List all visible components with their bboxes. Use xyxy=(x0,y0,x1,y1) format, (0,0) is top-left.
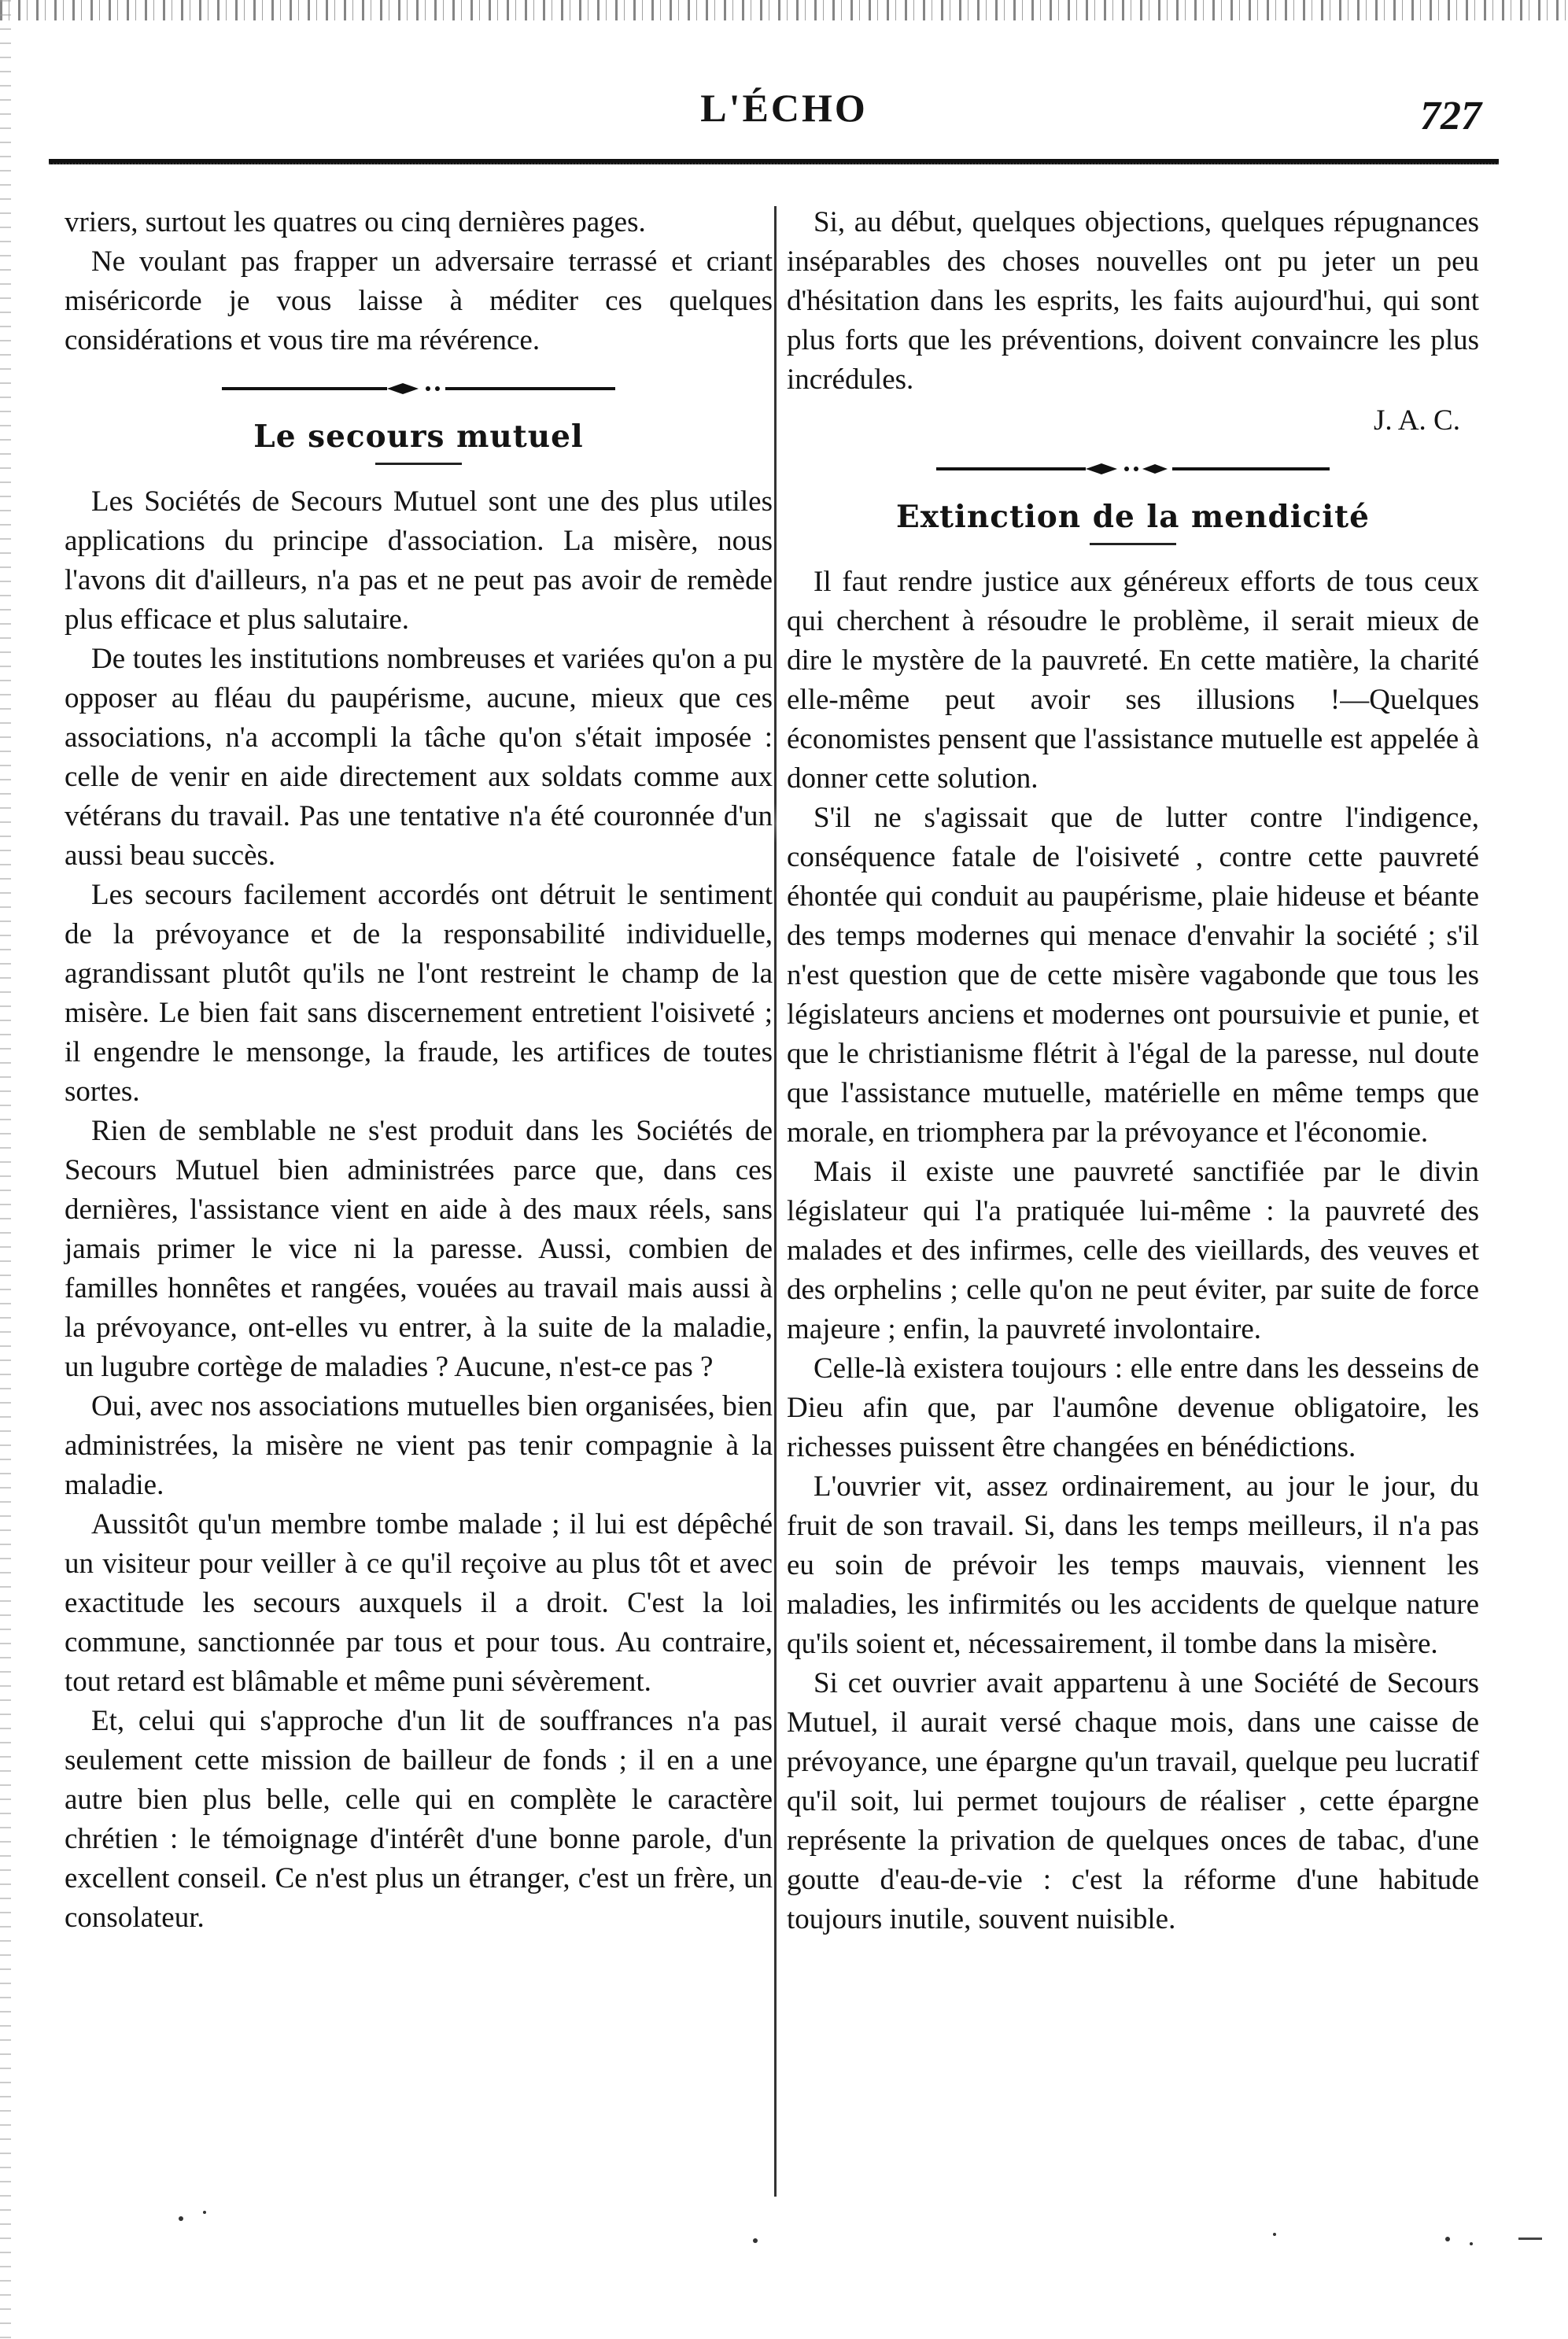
column-divider xyxy=(774,206,777,2197)
closing-paragraph: Si, au début, quelques objections, quelques répugnances inséparables des choses nouvelles ont pu jeter un peu d'hésitation dans les esprits, les faits aujourd'hui, qui sont plus forts que les préventions, doivent convaincre les plus incrédules. xyxy=(787,206,1479,396)
article-paragraph: De toutes les institutions nombreuses et variées qu'on a pu opposer au fléau du paupérisme, aucune, mieux que ces associations, n'a accompli la tâche qu'on s'était imposée : celle de venir en aide directement aux soldats comme aux vétérans du travail. Pas une tentative n'a été couronnée d'un aussi beau succès. xyxy=(65,643,773,872)
article-paragraph: S'il ne s'agissait que de lutter contre l'indigence, conséquence fatale de l'oisiveté , contre cette pauvreté éhontée qui conduit au paupérisme, plaie hideuse et béante des temps modernes qui menace d'envahir la société ; s'il n'est question que de cette misère vagabonde que tous les législateurs anciens et modernes ont poursuivie et punie, et que le christianisme flétrit à l'égal de la paresse, nul doute que l'assistance mutuelle, matérielle en même temps que morale, en triomphera par la prévoyance et l'économie. xyxy=(787,802,1479,1149)
scan-left-edge xyxy=(0,0,11,2339)
section-ornament xyxy=(936,461,1330,477)
article-paragraph: Si cet ouvrier avait appartenu à une Société de Secours Mutuel, il aurait versé chaque mois, dans une caisse de prévoyance, une épargne qu'un travail, quelque peu lucratif qu'il soit, lui permet toujours de réaliser , cette épargne représente la privation de quelques onces de tabac, d'une goutte d'eau-de-vie : c'est la réforme d'une habitude toujours inutile, souvent nuisible. xyxy=(787,1667,1479,1935)
title-underline xyxy=(1090,543,1176,545)
section-ornament xyxy=(222,381,615,397)
article-paragraph: Celle-là existera toujours : elle entre dans les desseins de Dieu afin que, par l'aumône devenue obligatoire, les richesses puissent être changées en bénédictions. xyxy=(787,1352,1479,1463)
article-paragraph: Rien de semblable ne s'est produit dans les Sociétés de Secours Mutuel bien administrées parce que, dans ces dernières, l'assistance vient en aide à des maux réels, sans jamais primer le vice ni la paresse. Aussi, combien de familles honnêtes et rangées, vouées au travail mais aussi à la prévoyance, ont-elles vu entrer, à la suite de la maladie, un lugubre cortège de maladies ? Aucune, n'est-ce pas ? xyxy=(65,1115,773,1383)
title-underline xyxy=(375,463,462,465)
section-title-secours-mutuel: Le secours mutuel xyxy=(253,419,584,455)
page-title: L'ÉCHO xyxy=(700,86,868,130)
intro-paragraph: Ne voulant pas frapper un adversaire terrassé et criant miséricorde je vous laisse à méditer ces quelques considérations et vous tire ma révérence. xyxy=(65,245,773,356)
right-column xyxy=(787,203,1479,1939)
article-paragraph: Mais il existe une pauvreté sanctifiée par le divin législateur qui l'a pratiquée lui-même : la pauvreté des malades et des infirmes, celle des vieillards, des veuves et des orphelins ; celle qu'on ne peut éviter, par suite de force majeure ; enfin, la pauvreté involontaire. xyxy=(787,1156,1479,1345)
scan-edge-noise xyxy=(0,0,1568,20)
article-paragraph: Et, celui qui s'approche d'un lit de souffrances n'a pas seulement cette mission de bailleur de fonds ; il en a une autre bien plus belle, celle qui en complète le caractère chrétien : le témoignage d'intérêt d'une bonne parole, d'un excellent conseil. Ce n'est plus un étranger, c'est un frère, un consolateur. xyxy=(65,1705,773,1934)
article-paragraph: Il faut rendre justice aux généreux efforts de tous ceux qui cherchent à résoudre le problème, il serait mieux de dire le mystère de la pauvreté. En cette matière, la charité elle-même peut avoir ses illusions !—Quelques économistes pensent que l'assistance mutuelle est appelée à donner cette solution. xyxy=(787,566,1479,795)
article-paragraph: Les secours facilement accordés ont détruit le sentiment de la prévoyance et de la responsabilité individuelle, agrandissant plutôt qu'ils ne l'ont restreint le champ de la misère. Le bien fait sans discernement entretient l'oisiveté ; il engendre le mensonge, la fraude, les artifices de toutes sortes. xyxy=(65,879,773,1108)
section-title-extinction-mendicite: Extinction de la mendicité xyxy=(896,499,1370,535)
left-column xyxy=(65,203,773,1938)
page-number: 727 xyxy=(1420,94,1481,138)
article-paragraph: Les Sociétés de Secours Mutuel sont une des plus utiles applications du principe d'association. La misère, nous l'avons dit d'ailleurs, n'a pas et ne peut pas avoir de remède plus efficace et plus salutaire. xyxy=(65,485,773,636)
article-paragraph: Oui, avec nos associations mutuelles bien organisées, bien administrées, la misère ne vient pas tenir compagnie à la maladie. xyxy=(65,1390,773,1501)
article-paragraph: L'ouvrier vit, assez ordinairement, au jour le jour, du fruit de son travail. Si, dans les temps meilleurs, il n'a pas eu soin de prévoir les temps mauvais, viennent les maladies, les infirmités ou les accidents de quelque nature qu'ils soient et, nécessairement, il tombe dans la misère. xyxy=(787,1470,1479,1660)
author-signature: J. A. C. xyxy=(1373,404,1460,437)
article-paragraph: Aussitôt qu'un membre tombe malade ; il lui est dépêché un visiteur pour veiller à ce qu'il reçoive au plus tôt et avec exactitude les secours auxquels il a droit. C'est la loi commune, sanctionnée par tous et pour tous. Au contraire, tout retard est blâmable et même puni sévèrement. xyxy=(65,1508,773,1698)
continued-paragraph: vriers, surtout les quatres ou cinq dernières pages. xyxy=(65,206,646,238)
header-rule xyxy=(49,159,1499,164)
scan-specks xyxy=(0,2203,1568,2297)
